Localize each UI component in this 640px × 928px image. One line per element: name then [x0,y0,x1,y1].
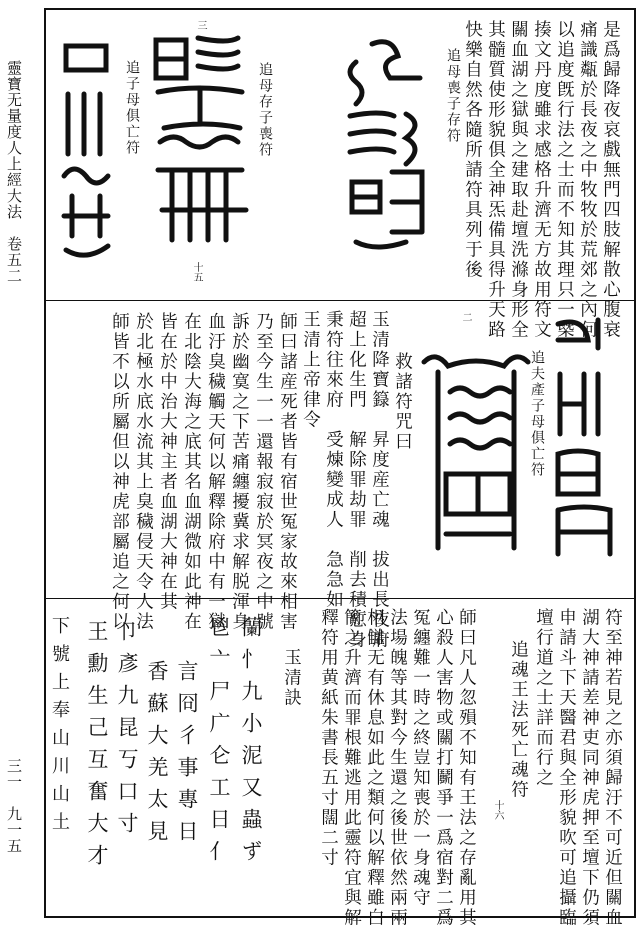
spell-line: 秉符往來府 受煉變成人 急急如 [323,310,344,610]
spell-title: 救諸符咒曰 [392,352,413,452]
spell-line: 玉清降寶籙 昇度産亡魂 拔出長夜府 [369,310,390,650]
annotation: 三 [195,20,206,30]
text-column: 快樂自然各隨所請符具列于後 [462,20,483,280]
text-column: 是爲歸降夜哀戲無門四肢解散心腹衰 [600,20,621,340]
text-column: 師曰諸産死者皆有宿世冤家故來相害 [277,312,298,632]
text-column: 湖大神請差神吏同神虎押至壇下仍須 [579,608,600,928]
text-column: 符至神若見之亦須歸汙不可近但關血 [602,608,623,928]
annotation: 十六 [492,800,503,820]
annotation: 二 [460,312,471,322]
text-column: 關血湖之獄與之建取赴壇洗滌身形全 [508,20,529,340]
text-column: 相讎无有休息如此之類何以解釋雖白 [364,608,385,928]
text-column: 於北極水底水流其上臭穢侵天令人法 [133,312,154,632]
talisman-caption: 追子母俱亡符 [124,60,140,156]
text-column: 其髓質使形貌俱全神炁備具得升天路 [485,20,506,340]
annotation: 十五 [191,262,202,282]
talisman-seal-4 [548,314,620,564]
talisman-caption: 追母存子喪符 [257,62,273,158]
text-column: 血汙臭穢觸天何以解釋除府中有一獄 [205,312,226,632]
talisman-seal-1 [342,32,432,267]
dictionary-glyphs: 下號上奉山川山土 [49,616,70,840]
dictionary-title: 玉清訣 [281,648,302,708]
text-column: 揍文丹度雖求感格升濟无方故用符文 [531,20,552,340]
spell-line: 超上化生門 解除罪劫罪 削去積愆身 [346,310,367,650]
text-column: 簡之升濟而罪根難逃用此靈符宜與解 [341,608,362,928]
text-column: 皆在於中治大神主者血湖大神在其 [157,312,178,612]
text-column: 以追度旣行法之士而不知其理只一槩 [554,20,575,340]
page-number: 三一 九一五 [5,758,23,854]
talisman-seal-2 [150,30,250,260]
talisman-seal-5 [420,348,532,556]
dictionary-glyphs: 鬯亠尸广仑工日亻 [207,616,231,872]
dictionary-glyphs: 蘭忄九小泥又蟲ず [239,616,263,872]
spell-line: 王清上帝律令 [300,310,321,430]
text-column: 壇行道之士詳而行之 [533,608,554,788]
dictionary-glyphs: 香蘇大羌太見 [145,660,169,852]
text-column: 師皆不以所屬但以神虎部屬追之何以 [109,312,130,632]
dictionary-glyphs: 言冏彳事專日 [175,660,199,852]
text-column: 乃至今生一一還報寂寂於冥夜之中號 [253,312,274,632]
text-column: 訴於幽寞之下苦痛纏擾冀求解脱渾身 [229,312,250,632]
text-column: 冤纏難一時之終豈知喪於一身魂守 [410,608,431,908]
text-column: 師曰凡人忽殞不知有王法之存亂用其 [456,608,477,928]
dictionary-glyphs: 王勳生己互奮大才 [85,620,109,876]
talisman-caption: 追夫產子母俱亡符 [529,350,545,478]
talisman-seal-3 [56,36,118,271]
talisman-caption: 追母喪子存符 [445,48,461,144]
section-heading: 追魂王法死亡魂符 [508,640,529,800]
dictionary-glyphs: 卩彥九昆丂口寸 [115,620,139,844]
text-column: 申請斗下天醫君與全形貌吹可追攝臨 [556,608,577,928]
running-title: 靈寶无量度人上經大法 卷五二 [5,60,23,284]
text-column: 在北陰大海之底其名血湖微如此神在 [181,312,202,632]
text-column: 痛識甐於長夜之中牧牧於荒郊之內何 [577,20,598,340]
text-column: 釋符用黄紙朱書長五寸闊二寸 [318,608,339,868]
text-column: 心殺人害物或關打鬭爭一爲宿對二爲 [433,608,454,928]
text-column: 法場魄等其對今生還之後世依然兩兩 [387,608,408,928]
